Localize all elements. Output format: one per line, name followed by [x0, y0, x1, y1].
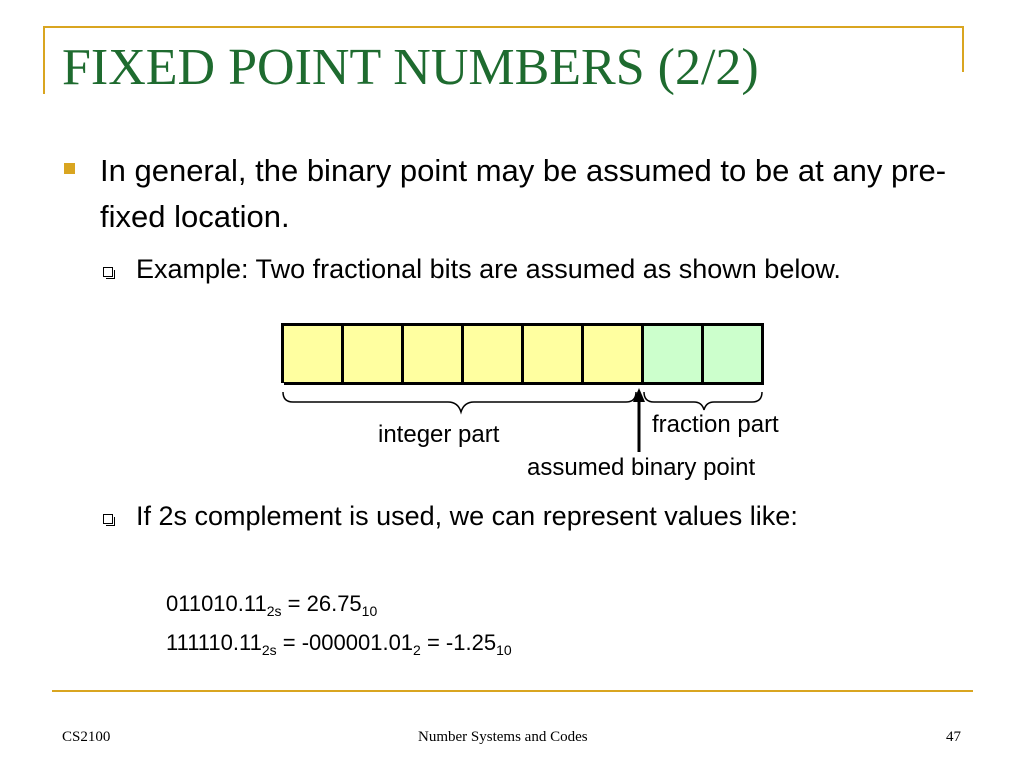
equation-2-rhs: -1.25	[445, 630, 497, 655]
fraction-brace-icon	[644, 392, 762, 410]
equation-2-mid: -000001.01	[301, 630, 414, 655]
main-bullet-text: In general, the binary point may be assumed to be at any pre-fixed location.	[100, 153, 947, 234]
hollow-square-bullet-icon	[103, 514, 113, 524]
integer-part-label: integer part	[378, 421, 500, 448]
fraction-part-label: fraction part	[652, 411, 779, 438]
equation-1-rhs-base: 10	[361, 603, 378, 619]
equation-2-rhs-base: 10	[496, 642, 512, 658]
equals-sign: =	[420, 630, 446, 655]
footer-divider	[52, 690, 973, 692]
arrow-head-icon	[633, 388, 645, 402]
slide-title: FIXED POINT NUMBERS (2/2)	[62, 39, 759, 96]
equation-1-rhs: 26.75	[306, 591, 362, 616]
example-bullet-text: Example: Two fractional bits are assumed as shown below.	[136, 254, 841, 284]
equals-sign: =	[276, 630, 302, 655]
page-number: 47	[946, 729, 961, 745]
equation-1-lhs: 011010.11	[166, 591, 267, 616]
binary-point-label: assumed binary point	[527, 454, 756, 481]
integer-brace-icon	[283, 392, 636, 412]
equation-2-mid-base: 2	[413, 642, 421, 658]
equation-1-lhs-base: 2s	[266, 603, 282, 619]
equation-line-2	[166, 629, 512, 664]
equals-sign: =	[281, 591, 307, 616]
equation-2-lhs-base: 2s	[261, 642, 277, 658]
footer-course-code: CS2100	[62, 729, 111, 745]
equation-line-1	[166, 590, 377, 625]
equation-2-lhs: 111110.11	[166, 630, 262, 655]
twos-complement-bullet-text: If 2s complement is used, we can represent values like:	[136, 501, 798, 531]
footer-topic: Number Systems and Codes	[418, 729, 588, 745]
